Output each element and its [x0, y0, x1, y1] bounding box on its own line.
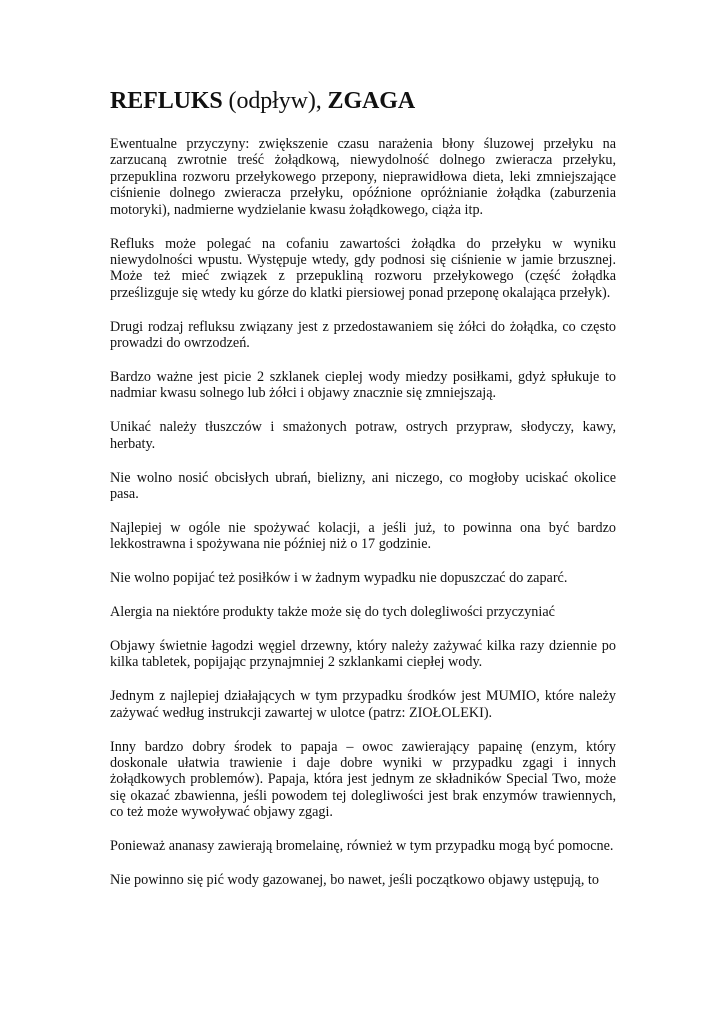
paragraph-sparkling-water: Nie powinno się pić wody gazowanej, bo nawet, jeśli początkowo objawy ustępują, to — [110, 872, 599, 889]
paragraph-papaya: Inny bardzo dobry środek to papaja – owoc zawierający papainę (enzym, który doskonale ułatwia trawienie i daje dobre wyniki w przypadku zgagi i innych żołądkowych problemów). Papaja, która jest jednym ze składników Special Two, może się okazać zbawienna, jeśli powodem tej dolegliwości jest brak enzymów trawiennych, co też może wywoływać objawy zgagi. — [110, 738, 616, 821]
paragraph-allergy: Alergia na niektóre produkty także może się do tych dolegliwości przyczyniać — [110, 604, 555, 621]
title-odplyw: (odpływ), — [222, 88, 328, 114]
paragraph-dinner: Najlepiej w ogóle nie spożywać kolacji, a jeśli już, to powinna ona być bardzo lekkostrawna i spożywana nie później niż o 17 godzinie. — [110, 519, 616, 553]
paragraph-tight-clothes: Nie wolno nosić obcisłych ubrań, bielizny, ani niczego, co mogłoby uciskać okolice pasa. — [110, 469, 616, 502]
paragraph-bile-reflux: Drugi rodzaj refluksu związany jest z przedostawaniem się żółci do żołądka, co często prowadzi do owrzodzeń. — [110, 318, 616, 352]
paragraph-warm-water: Bardzo ważne jest picie 2 szklanek cieplej wody miedzy posiłkami, gdyż spłukuje to nadmiar kwasu solnego lub żółci i objawy znacznie się zmniejszają. — [110, 368, 616, 402]
paragraph-pineapple: Ponieważ ananasy zawierają bromelainę, również w tym przypadku mogą być pomocne. — [110, 838, 614, 855]
document-page — [110, 86, 616, 889]
document-title — [110, 86, 616, 116]
paragraph-no-drinking-meals: Nie wolno popijać też posiłków i w żadnym wypadku nie dopuszczać do zaparć. — [110, 570, 568, 587]
title-zgaga: ZGAGA — [327, 88, 416, 114]
title-refluks: REFLUKS — [110, 88, 223, 114]
paragraph-mumio: Jednym z najlepiej działających w tym przypadku środków jest MUMIO, które należy zażywać według instrukcji zawartej w ulotce (patrz: ZIOŁOLEKI). — [110, 688, 616, 721]
paragraph-charcoal: Objawy świetnie łagodzi węgiel drzewny, który należy zażywać kilka razy dziennie po kilka tabletek, popijając przynajmniej 2 szklankami ciepłej wody. — [110, 638, 616, 671]
paragraph-avoid-foods: Unikać należy tłuszczów i smażonych potraw, ostrych przypraw, słodyczy, kawy, herbaty. — [110, 419, 616, 452]
paragraph-reflux-mechanism: Refluks może polegać na cofaniu zawartości żołądka do przełyku w wyniku niewydolności wpustu. Występuje wtedy, gdy podnosi się ciśnienie w jamie brzusznej. Może też mieć związek z przepukliną rozworu przełykowego (część żołądka prześlizguje się wtedy ku górze do klatki piersiowej ponad przeponę okalająca przełyk). — [110, 235, 616, 301]
paragraph-causes: Ewentualne przyczyny: zwiększenie czasu narażenia błony śluzowej przełyku na zarzucaną zwrotnie treść żołądkową, niewydolność dolnego zwieracza przełyku, przepuklina rozworu przełykowego przepony, nieprawidłowa dieta, leki zmniejszające ciśnienie dolnego zwieracza przełyku, opóźnione opróżnianie żołądka (zaburzenia motoryki), nadmierne wydzielanie kwasu żołądkowego, ciąża itp. — [110, 136, 616, 218]
